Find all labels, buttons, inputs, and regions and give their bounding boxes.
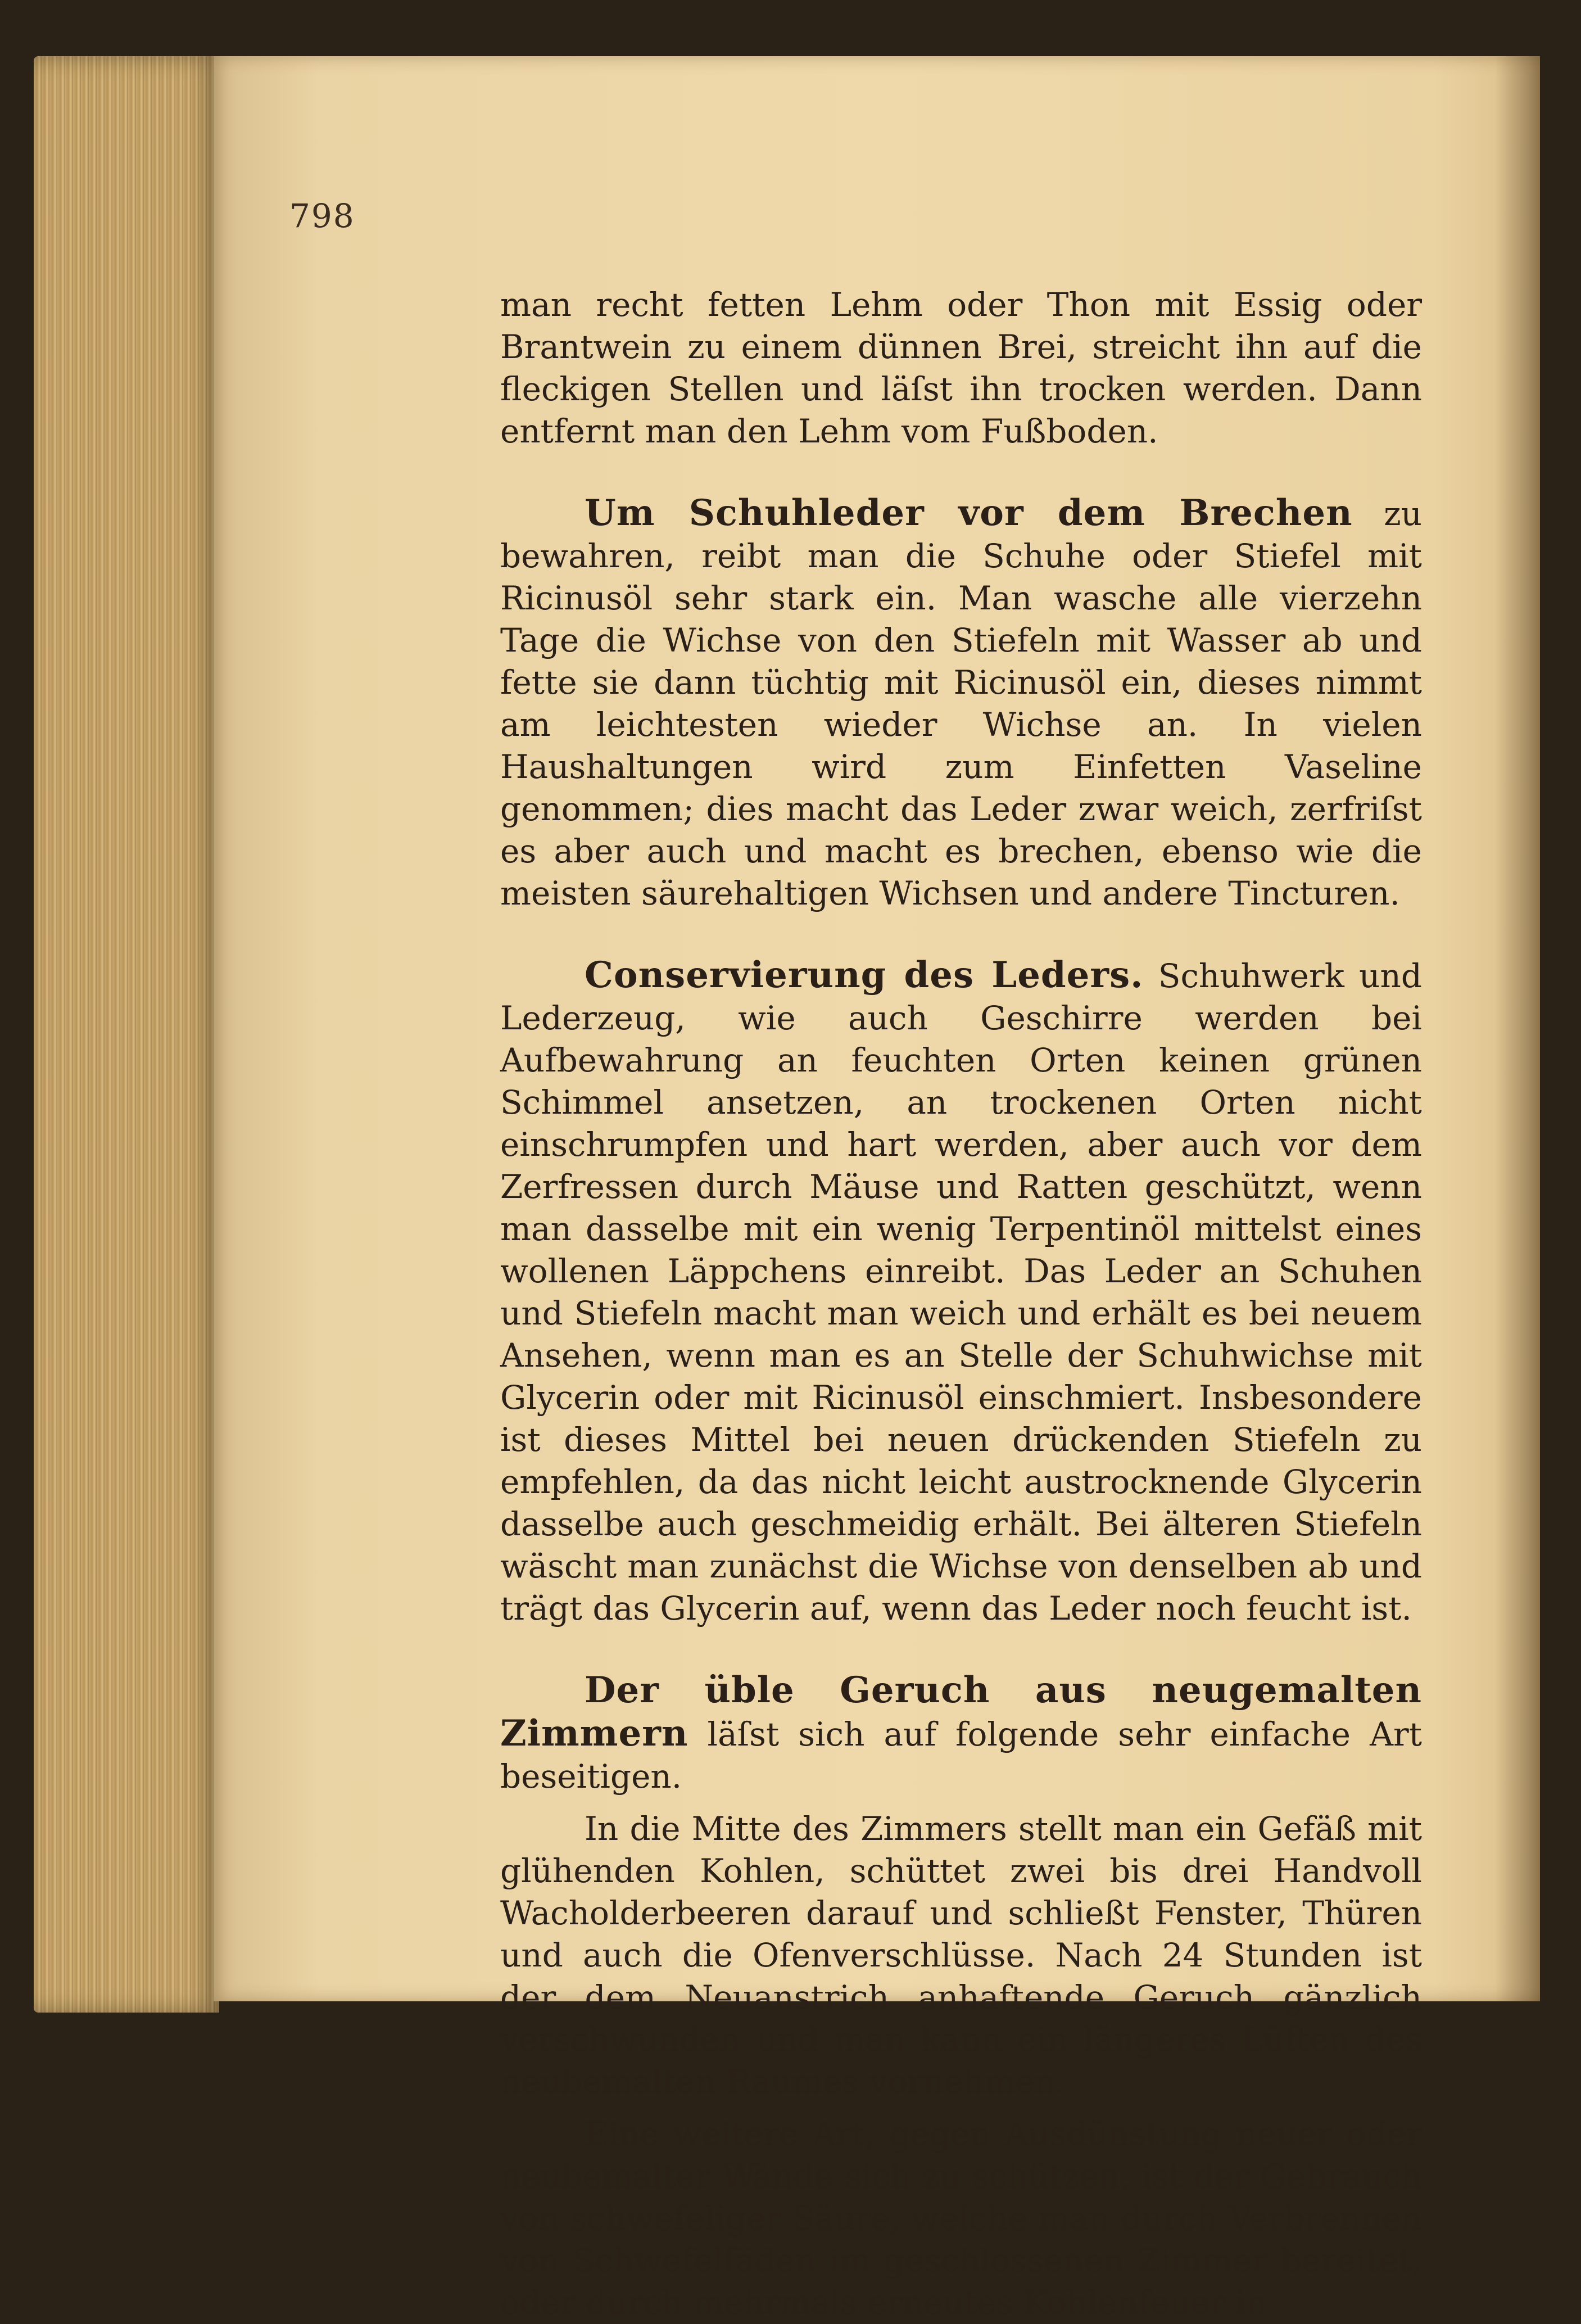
- section-heading: Um Schuhleder vor dem Brechen: [585, 492, 1353, 534]
- paragraph-text: Eine weitere Art, gegen Ausdünstung neuer oder neubemalter Wände sich zu schützen, ist der Gebrauch von schwefeliger Säure, welche man durch Verbrennen von Schwefelfäden im geschlossenen Zimmer bereitet, oder durch mehrmals erneutes Kohlenfeuer in: [500, 2115, 1422, 2322]
- paragraph-schwefel: [500, 2113, 1422, 2324]
- paragraph-text: man recht fetten Lehm oder Thon mit Essig oder Brantwein zu einem dünnen Brei, streicht ihn auf die fleckigen Stellen und läſst ihn trocken werden. Dann entfernt man den Lehm vom Fußboden.: [500, 286, 1422, 450]
- paragraph-text: zu bewahren, reibt man die Schuhe oder Stiefel mit Ricinusöl sehr stark ein. Man wasche alle vierzehn Tage die Wichse von den Stiefeln mit Wasser ab und fette sie dann tüchtig mit Ricinusöl ein, dieses nimmt am leichtesten wieder Wichse an. In vielen Haushaltungen wird zum Einfetten Vaseline genommen; dies macht das Leder zwar weich, zerfriſst es aber auch und macht es brechen, ebenso wie die meisten säurehaltigen Wichsen und andere Tincturen.: [500, 495, 1422, 912]
- page-gutter: [1495, 56, 1540, 2001]
- paragraph-schuhleder: [500, 492, 1422, 915]
- paragraph-conservierung: [500, 954, 1422, 1630]
- section-heading: Der üble Geruch aus neugemalten Zimmern: [500, 1669, 1422, 1755]
- book-page-edges: [34, 56, 219, 2013]
- paragraph-text: In die Mitte des Zimmers stellt man ein Gefäß mit glühenden Kohlen, schüttet zwei bis drei Handvoll Wacholderbeeren darauf und schließt Fenster, Thüren und auch die Ofenverschlüsse. Nach 24 Stunden ist der dem Neuanstrich anhaftende Geruch gänzlich verschwunden und man kann ein längeres Lüften des neubemalten Raumes vornehmen.: [500, 1810, 1422, 2101]
- page-text: [500, 284, 1422, 2324]
- page-number: 798: [289, 197, 355, 235]
- paragraph-wacholder: [500, 1808, 1422, 2103]
- paragraph-text: läſst sich auf folgende sehr einfache Art beseitigen.: [500, 1715, 1423, 1796]
- paragraph-lehm: [500, 284, 1422, 453]
- paragraph-text: Schuhwerk und Lederzeug, wie auch Geschirre werden bei Aufbewahrung an feuchten Orten keinen grünen Schimmel ansetzen, an trockenen Orten nicht einschrumpfen und hart werden, aber auch vor dem Zerfressen durch Mäuse und Ratten geschützt, wenn man dasselbe mit ein wenig Terpentinöl mittelst eines wollenen Läppchens einreibt. Das Leder an Schuhen und Stiefeln macht man weich und erhält es bei neuem Ansehen, wenn man es an Stelle der Schuhwichse mit Glycerin oder mit Ricinusöl einschmiert. Insbesondere ist dieses Mittel bei neuen drückenden Stiefeln zu empfehlen, da das nicht leicht austrocknende Glycerin dasselbe auch geschmeidig erhält. Bei älteren Stiefeln wäscht man zunächst die Wichse von denselben ab und trägt das Glycerin auf, wenn das Leder noch feucht ist.: [500, 957, 1422, 1627]
- section-heading: Conservierung des Leders.: [585, 954, 1144, 996]
- paragraph-geruch: [500, 1669, 1422, 1798]
